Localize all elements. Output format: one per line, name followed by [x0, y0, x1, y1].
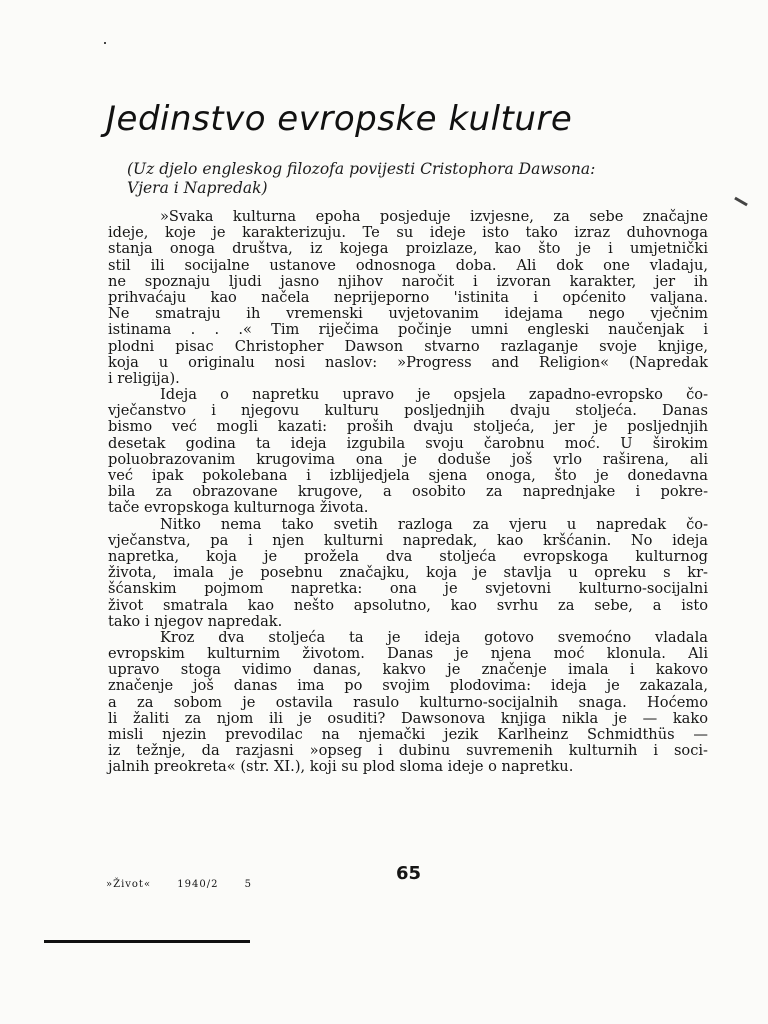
- body-line: prihvaćaju kao načela neprijeporno 'istinita i općenito valjana.: [108, 288, 708, 306]
- body-line: Nitko nema tako svetih razloga za vjeru u napredak čo-: [160, 515, 708, 533]
- body-line: značenje još danas ima po svojim plodovima: ideja je zakazala,: [108, 677, 708, 695]
- body-line: tače evropskoga kulturnoga života.: [108, 499, 369, 517]
- body-line: »Svaka kulturna epoha posjeduje izvjesne, za sebe značajne: [160, 208, 708, 225]
- body-line: bismo već mogli kazati: proših dvaju stoljeća, jer je posljednjih: [108, 418, 708, 436]
- page-number: 65: [396, 863, 422, 884]
- body-line: evropskim kulturnim životom. Danas je njena moć klonula. Ali: [108, 645, 708, 663]
- subtitle-line: (Uz djelo engleskog filozofa povijesti Cristophora Dawsona:: [127, 160, 596, 178]
- body-line: šćanskim pojmom napretka: ona je svjetovni kulturno-socijalni: [108, 580, 708, 598]
- body-line: tako i njegov napredak.: [108, 612, 283, 630]
- page-footer: [106, 879, 274, 890]
- body-line: Kroz dva stoljeća ta je ideja gotovo svemoćno vladala: [160, 628, 708, 646]
- subtitle-line: Vjera i Napredak): [127, 179, 268, 197]
- body-line: Ideja o napretku upravo je opsjela zapadno-evropsko čo-: [160, 386, 708, 404]
- body-line: napretka, koja je prožela dva stoljeća evropskoga kulturnog: [108, 547, 708, 565]
- body-line: plodni pisac Christopher Dawson stvarno razlaganje svoje knjige,: [108, 337, 708, 355]
- body-line: li žaliti za njom ili je osuditi? Dawsonova knjiga nikla je — kako: [108, 709, 708, 727]
- body-line: vječanstvo i njegovu kulturu posljednjih dvaju stoljeća. Danas: [108, 402, 708, 420]
- article-body: [108, 209, 708, 776]
- body-line: bila za obrazovane krugove, a osobito za naprednjake i pokre-: [108, 483, 708, 501]
- body-line: i religija).: [108, 369, 180, 387]
- body-line: života, imala je posebnu značajku, koja je stavlja u opreku s kr-: [108, 564, 708, 582]
- top-speck: [104, 42, 106, 44]
- body-line: upravo stoga vidimo danas, kakvo je značenje imala i kakovo: [108, 661, 708, 679]
- footer-sheet: 5: [244, 879, 253, 890]
- body-line: vječanstva, pa i njen kulturni napredak, kao kršćanin. No ideja: [108, 531, 708, 549]
- body-line: iz težnje, da razjasni »opseg i dubinu suvremenih kulturnih i soci-: [108, 742, 708, 760]
- bottom-rule: [44, 940, 250, 943]
- margin-mark: [734, 197, 748, 207]
- body-line: već ipak pokolebana i izblijedjela sjena onoga, što je donedavna: [108, 467, 708, 484]
- body-line: stil ili socijalne ustanove odnosnoga doba. Ali dok one vladaju,: [108, 256, 708, 274]
- body-line: istinama . . .« Tim riječima počinje umni engleski naučenjak i: [108, 321, 708, 339]
- body-line: život smatrala kao nešto apsolutno, kao svrhu za sebe, a isto: [108, 596, 708, 614]
- body-line: koja u originalu nosi naslov: »Progress and Religion« (Napredak: [108, 353, 708, 371]
- footer-journal: »Život«: [106, 879, 152, 890]
- article-title: Jedinstvo evropske kulture: [106, 99, 573, 139]
- body-line: misli njezin prevodilac na njemački jezik Karlheinz Schmidthüs —: [108, 726, 708, 743]
- footer-issue: 1940/2: [177, 879, 219, 890]
- body-line: jalnih preokreta« (str. XI.), koji su plod sloma ideje o napretku.: [108, 758, 574, 776]
- body-line: ne spoznaju ljudi jasno njihov naročit i izvoran karakter, jer ih: [108, 272, 708, 290]
- body-line: ideje, koje je karakterizuju. Te su ideje isto tako izraz duhovnoga: [108, 224, 708, 242]
- body-line: poluobrazovanim krugovima ona je doduše još vrlo raširena, ali: [108, 450, 708, 468]
- body-line: desetak godina ta ideja izgubila svoju čarobnu moć. U širokim: [108, 434, 708, 452]
- article-subtitle: [127, 160, 717, 198]
- body-line: a za sobom je ostavila rasulo kulturno-socijalnih snaga. Hoćemo: [108, 693, 708, 711]
- body-line: stanja onoga društva, iz kojega proizlaze, kao što je i umjetnički: [108, 240, 708, 258]
- body-line: Ne smatraju ih vremenski uvjetovanim idejama nego vječnim: [108, 305, 708, 323]
